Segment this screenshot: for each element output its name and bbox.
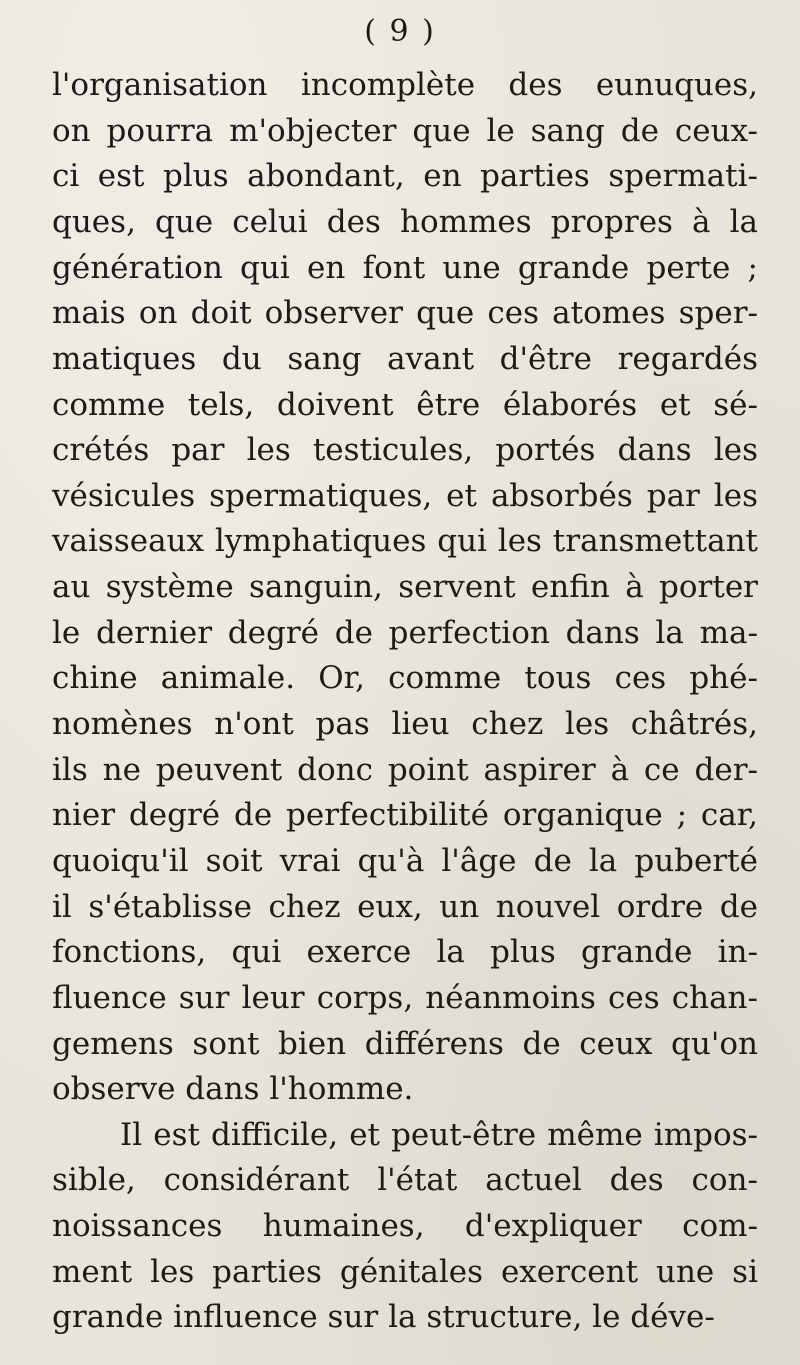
text-line: l'organisation incomplète des eunuques, <box>52 67 758 103</box>
text-line: ils ne peuvent donc point aspirer à ce der- <box>52 752 758 788</box>
paragraph-end-line: observe dans l'homme. <box>52 1071 414 1107</box>
text-line: fonctions, qui exerce la plus grande in- <box>52 934 758 970</box>
text-line: génération qui en font une grande perte ; <box>52 250 758 286</box>
text-line: ques, que celui des hommes propres à la <box>52 204 758 240</box>
paragraph-start-line: Il est difficile, et peut-être même impos- <box>120 1117 758 1153</box>
text-line: comme tels, doivent être élaborés et sé- <box>52 387 758 423</box>
text-line: nier degré de perfectibilité organique ; car, <box>52 797 758 833</box>
text-line: noissances humaines, d'expliquer com- <box>52 1208 758 1244</box>
text-line: vésicules spermatiques, et absorbés par les <box>52 478 758 514</box>
text-line: fluence sur leur corps, néanmoins ces chan- <box>52 980 758 1016</box>
text-line: sible, considérant l'état actuel des con- <box>52 1162 758 1198</box>
text-line: vaisseaux lymphatiques qui les transmettant <box>52 523 758 559</box>
text-line: gemens sont bien différens de ceux qu'on <box>52 1026 758 1062</box>
text-line: ci est plus abondant, en parties spermati- <box>52 158 758 194</box>
text-line: mais on doit observer que ces atomes sper- <box>52 295 758 331</box>
text-line: ment les parties génitales exercent une si <box>52 1254 758 1290</box>
text-line: au système sanguin, servent enfin à porter <box>52 569 758 605</box>
text-line: chine animale. Or, comme tous ces phé- <box>52 660 758 696</box>
text-line: crétés par les testicules, portés dans les <box>52 432 758 468</box>
text-line: grande influence sur la structure, le déve- <box>52 1299 715 1335</box>
page-number: ( 9 ) <box>364 14 436 49</box>
text-line: le dernier degré de perfection dans la ma- <box>52 615 758 651</box>
text-line: matiques du sang avant d'être regardés <box>52 341 758 377</box>
text-line: il s'établisse chez eux, un nouvel ordre de <box>52 889 758 925</box>
text-line: on pourra m'objecter que le sang de ceux- <box>52 113 758 149</box>
text-line: quoiqu'il soit vrai qu'à l'âge de la puberté <box>52 843 758 879</box>
text-line: nomènes n'ont pas lieu chez les châtrés, <box>52 706 758 742</box>
